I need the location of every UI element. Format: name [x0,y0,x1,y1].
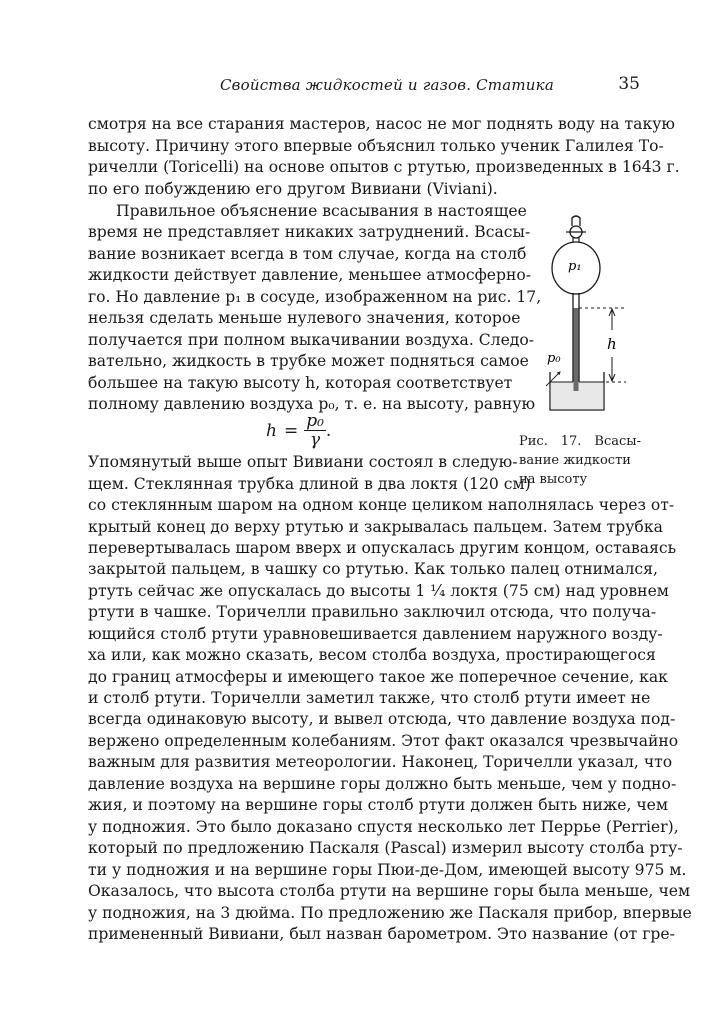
formula-h [266,412,331,449]
formula-denominator: γ [309,430,321,450]
suction-apparatus-drawing [526,210,646,430]
figure-caption-line: Рис. 17. Всасы- [519,434,641,449]
text-line: примененный Вивиани, был назван барометром. Это название (от гре- [88,925,675,943]
text-line: получается при полном выкачивании воздуха. Следо- [88,331,535,349]
text-line: всегда одинаковую высоту, и вывел отсюда, что давление воздуха под- [88,710,676,728]
running-title: Свойства жидкостей и газов. Статика [220,76,554,94]
text-line: ти у подножия и на вершине горы Пюи-де-Дом, имеющей высоту 975 м. [88,861,687,879]
liquid-column [574,308,579,391]
figure-caption-line: на высоту [519,472,588,487]
stopcock-tap [572,216,580,226]
formula-lhs: h [266,420,277,441]
text-line: высоту. Причину этого впервые объяснил только ученик Галилея То- [88,137,664,155]
page-header [88,74,640,98]
figure-caption-line: вание жидкости [519,453,631,468]
text-line: Правильное объяснение всасывания в настоящее [116,202,527,220]
label-p0: p₀ [547,351,561,366]
text-line: ющийся столб ртути уравновешивается давлением наружного возду- [88,625,663,643]
text-line: у подножия, на 3 дюйма. По предложению же Паскаля прибор, впервые [88,904,692,922]
text-line: время не представляет никаких затруднений. Всасы- [88,223,531,241]
figure-17 [526,210,646,450]
text-line: жия, и поэтому на вершине горы столб ртути должен быть ниже, чем [88,796,669,814]
page-number: 35 [618,74,640,94]
text-line: большее на такую высоту h, которая соответствует [88,374,513,392]
text-line: который по предложению Паскаля (Pascal) измерил высоту столба рту- [88,839,683,857]
text-line: ричелли (Toricelli) на основе опытов с ртутью, произведенных в 1643 г. [88,158,680,176]
label-h: h [607,335,617,353]
text-line: вание возникает всегда в том случае, когда на столб [88,245,527,263]
text-line: ха или, как можно сказать, весом столба воздуха, простирающегося [88,646,656,664]
text-line: смотря на все старания мастеров, насос не мог поднять воду на такую [88,115,675,133]
text-line: жидкости действует давление, меньшее атмосферно- [88,266,532,284]
text-line: и столб ртути. Торичелли заметил также, что столб ртути имеет не [88,689,651,707]
label-p1: p₁ [568,259,582,274]
formula-numerator: p₀ [306,411,324,431]
text-line: со стеклянным шаром на одном конце целиком наполнялась через от- [88,496,675,514]
text-line: по его побуждению его другом Вивиани (Viviani). [88,180,498,198]
text-line: у подножия. Это было доказано спустя несколько лет Перрье (Perrier), [88,818,679,836]
text-line: закрытой пальцем, в чашку со ртутью. Как только палец отнимался, [88,560,658,578]
formula-fraction [304,412,326,449]
text-line: ртути в чашке. Торичелли правильно заключил отсюда, что получа- [88,603,657,621]
text-line: важным для развития метеорологии. Наконец, Торичелли указал, что [88,753,673,771]
formula-equals: = [283,420,299,441]
formula-tail: . [325,420,332,441]
text-line: Упомянутый выше опыт Вивиани состоял в следую- [88,453,518,471]
text-line: давление воздуха на вершине горы должно быть меньше, чем у подно- [88,775,677,793]
text-line: полному давлению воздуха p₀, т. е. на высоту, равную [88,395,536,413]
text-line: щем. Стеклянная трубка длиной в два локтя (120 см) [88,475,531,493]
text-line: перевертывалась шаром вверх и опускалась другим концом, оставаясь [88,539,677,557]
text-line: Оказалось, что высота столба ртути на вершине горы была меньше, чем [88,882,691,900]
text-line: вержено определенным колебаниям. Этот факт оказался чрезвычайно [88,732,679,750]
text-line: нельзя сделать меньше нулевого значения, которое [88,309,521,327]
text-line: ртуть сейчас же опускалась до высоты 1 ¹⁄₄ локтя (75 см) над уровнем [88,582,669,600]
text-line: крытый конец до верху ртутью и закрывалась пальцем. Затем трубка [88,518,663,536]
text-line: го. Но давление p₁ в сосуде, изображенном на рис. 17, [88,288,542,306]
text-line: до границ атмосферы и имеющего такое же поперечное сечение, как [88,668,668,686]
text-line: вательно, жидкость в трубке может подняться самое [88,352,529,370]
